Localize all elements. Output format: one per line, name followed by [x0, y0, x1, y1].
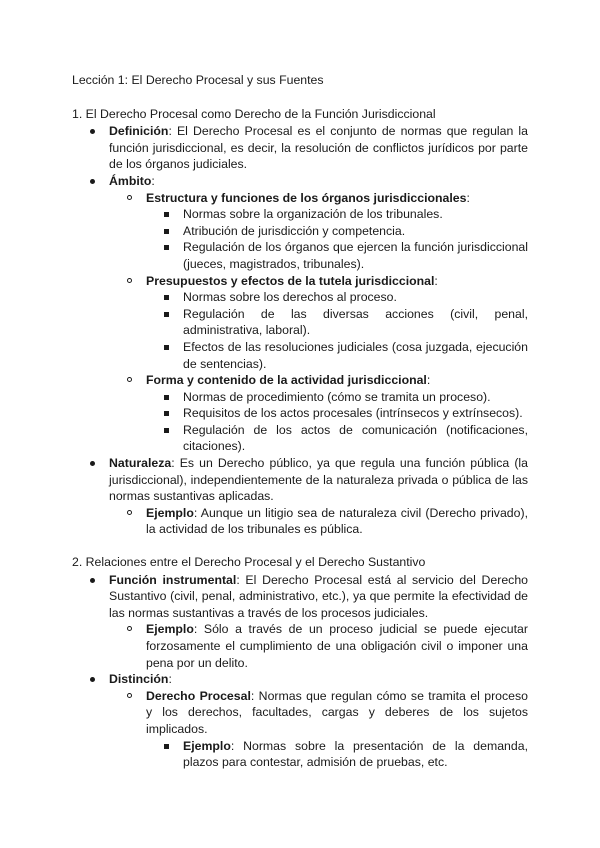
bullet-square-icon — [164, 295, 169, 300]
bullet-square-icon — [164, 744, 169, 749]
distincion-label: Distinción — [109, 672, 169, 687]
list-item-text: Normas sobre la organización de los tribunales. — [183, 207, 443, 222]
list-item — [146, 306, 528, 339]
bullet-circle-icon — [127, 377, 132, 382]
bullet-circle-icon — [127, 693, 132, 698]
group-estructura-items — [146, 206, 528, 272]
bullet-disc-icon — [90, 129, 95, 134]
list-item — [146, 422, 528, 455]
naturaleza-example — [109, 505, 528, 538]
example-text: : Normas sobre la presentación de la demanda, plazos para contestar, admisión de pruebas, etc. — [183, 738, 528, 770]
list-item — [146, 289, 528, 306]
bullet-square-icon — [164, 312, 169, 317]
naturaleza-label: Naturaleza — [109, 456, 172, 471]
group-presupuestos — [109, 273, 528, 373]
section-1-heading: 1. El Derecho Procesal como Derecho de la Función Jurisdiccional — [72, 106, 436, 121]
definition-item — [72, 123, 528, 173]
group-forma-items — [146, 389, 528, 455]
example-label: Ejemplo — [146, 505, 194, 520]
list-item-text: Atribución de jurisdicción y competencia. — [183, 223, 406, 238]
group-presupuestos-colon: : — [434, 273, 438, 288]
bullet-square-icon — [164, 428, 169, 433]
bullet-square-icon — [164, 395, 169, 400]
list-item-text: Regulación de los órganos que ejercen la función jurisdiccional (jueces, magistrados, tribunales). — [183, 240, 528, 271]
group-estructura-colon: : — [466, 190, 470, 205]
section-1-list — [72, 123, 528, 538]
list-item — [146, 223, 528, 240]
bullet-circle-icon — [127, 510, 132, 515]
bullet-square-icon — [164, 212, 169, 217]
group-forma-label: Forma y contenido de la actividad jurisdiccional — [146, 373, 427, 388]
bullet-disc-icon — [90, 179, 95, 184]
ambito-colon: : — [151, 173, 155, 188]
list-item — [146, 339, 528, 372]
ambito-sublist — [109, 190, 528, 456]
example-text: : Sólo a través de un proceso judicial se puede ejecutar forzosamente el cumplimiento de una obligación civil o imponer una pena por un delito. — [146, 622, 528, 670]
derecho-procesal-item — [109, 688, 528, 771]
group-forma — [109, 372, 528, 455]
example-label: Ejemplo — [183, 738, 231, 753]
list-item-text: Requisitos de los actos procesales (intrínsecos y extrínsecos). — [183, 406, 523, 421]
section-2-list — [72, 572, 528, 771]
list-item-text: Regulación de los actos de comunicación (notificaciones, citaciones). — [183, 422, 528, 454]
example-label: Ejemplo — [146, 622, 194, 637]
derecho-procesal-label: Derecho Procesal — [146, 688, 251, 703]
section-2-heading: 2. Relaciones entre el Derecho Procesal y el Derecho Sustantivo — [72, 555, 426, 570]
list-item — [146, 239, 528, 272]
distincion-colon: : — [168, 672, 172, 687]
list-item-text: Regulación de las diversas acciones (civil, penal, administrativa, laboral). — [183, 306, 528, 338]
funcion-example — [109, 621, 528, 671]
document-page — [72, 72, 528, 771]
ambito-label: Ámbito — [109, 173, 152, 188]
section-spacer — [72, 538, 528, 554]
example-text: : Aunque un litigio sea de naturaleza civil (Derecho privado), la actividad de los tribunales es pública. — [146, 505, 528, 537]
list-item — [146, 206, 528, 223]
list-item — [146, 405, 528, 422]
list-item-text: Efectos de las resoluciones judiciales (cosa juzgada, ejecución de sentencias). — [183, 339, 528, 371]
group-estructura-label: Estructura y funciones de los órganos jurisdiccionales — [146, 190, 467, 205]
distincion-sublist — [109, 688, 528, 771]
ambito-item — [72, 173, 528, 455]
derecho-procesal-text: : Normas que regulan cómo se tramita el proceso y los derechos, facultades, cargas y deberes de los sujetos implicados. — [146, 688, 528, 736]
bullet-circle-icon — [127, 278, 132, 283]
funcion-text: : El Derecho Procesal está al servicio del Derecho Sustantivo (civil, penal, administrativo, etc.), ya que permite la efectividad de las normas sustantivas a través de los procesos judiciales. — [109, 572, 528, 620]
derecho-procesal-sublist — [146, 738, 528, 771]
group-presupuestos-items — [146, 289, 528, 372]
bullet-square-icon — [164, 345, 169, 350]
group-forma-colon: : — [426, 373, 431, 388]
bullet-square-icon — [164, 411, 169, 416]
distincion-item — [72, 671, 528, 771]
definition-label: Definición — [109, 124, 169, 139]
funcion-sublist — [109, 621, 528, 671]
bullet-disc-icon — [90, 677, 95, 682]
naturaleza-sublist — [109, 505, 528, 538]
bullet-circle-icon — [127, 195, 132, 200]
derecho-procesal-example — [146, 738, 528, 771]
bullet-square-icon — [164, 245, 169, 250]
funcion-label: Función instrumental — [109, 572, 237, 587]
group-estructura — [109, 190, 528, 273]
funcion-instrumental-item — [72, 572, 528, 672]
list-item-text: Normas de procedimiento (cómo se tramita un proceso). — [183, 389, 491, 404]
bullet-circle-icon — [127, 626, 132, 631]
bullet-square-icon — [164, 229, 169, 234]
document-title: Lección 1: El Derecho Procesal y sus Fuentes — [72, 73, 324, 87]
naturaleza-item — [72, 455, 528, 538]
group-presupuestos-label: Presupuestos y efectos de la tutela jurisdiccional — [146, 273, 435, 288]
list-item-text: Normas sobre los derechos al proceso. — [183, 290, 397, 305]
bullet-disc-icon — [90, 578, 95, 583]
list-item — [146, 389, 528, 406]
naturaleza-text: : Es un Derecho público, ya que regula una función pública (la jurisdiccional), independientemente de la naturaleza privada o pública de las normas sustantivas aplicadas. — [109, 456, 528, 504]
definition-text: : El Derecho Procesal es el conjunto de normas que regulan la función jurisdiccional, es decir, la resolución de conflictos jurídicos por parte de los órganos judiciales. — [109, 124, 528, 172]
bullet-disc-icon — [90, 461, 95, 466]
